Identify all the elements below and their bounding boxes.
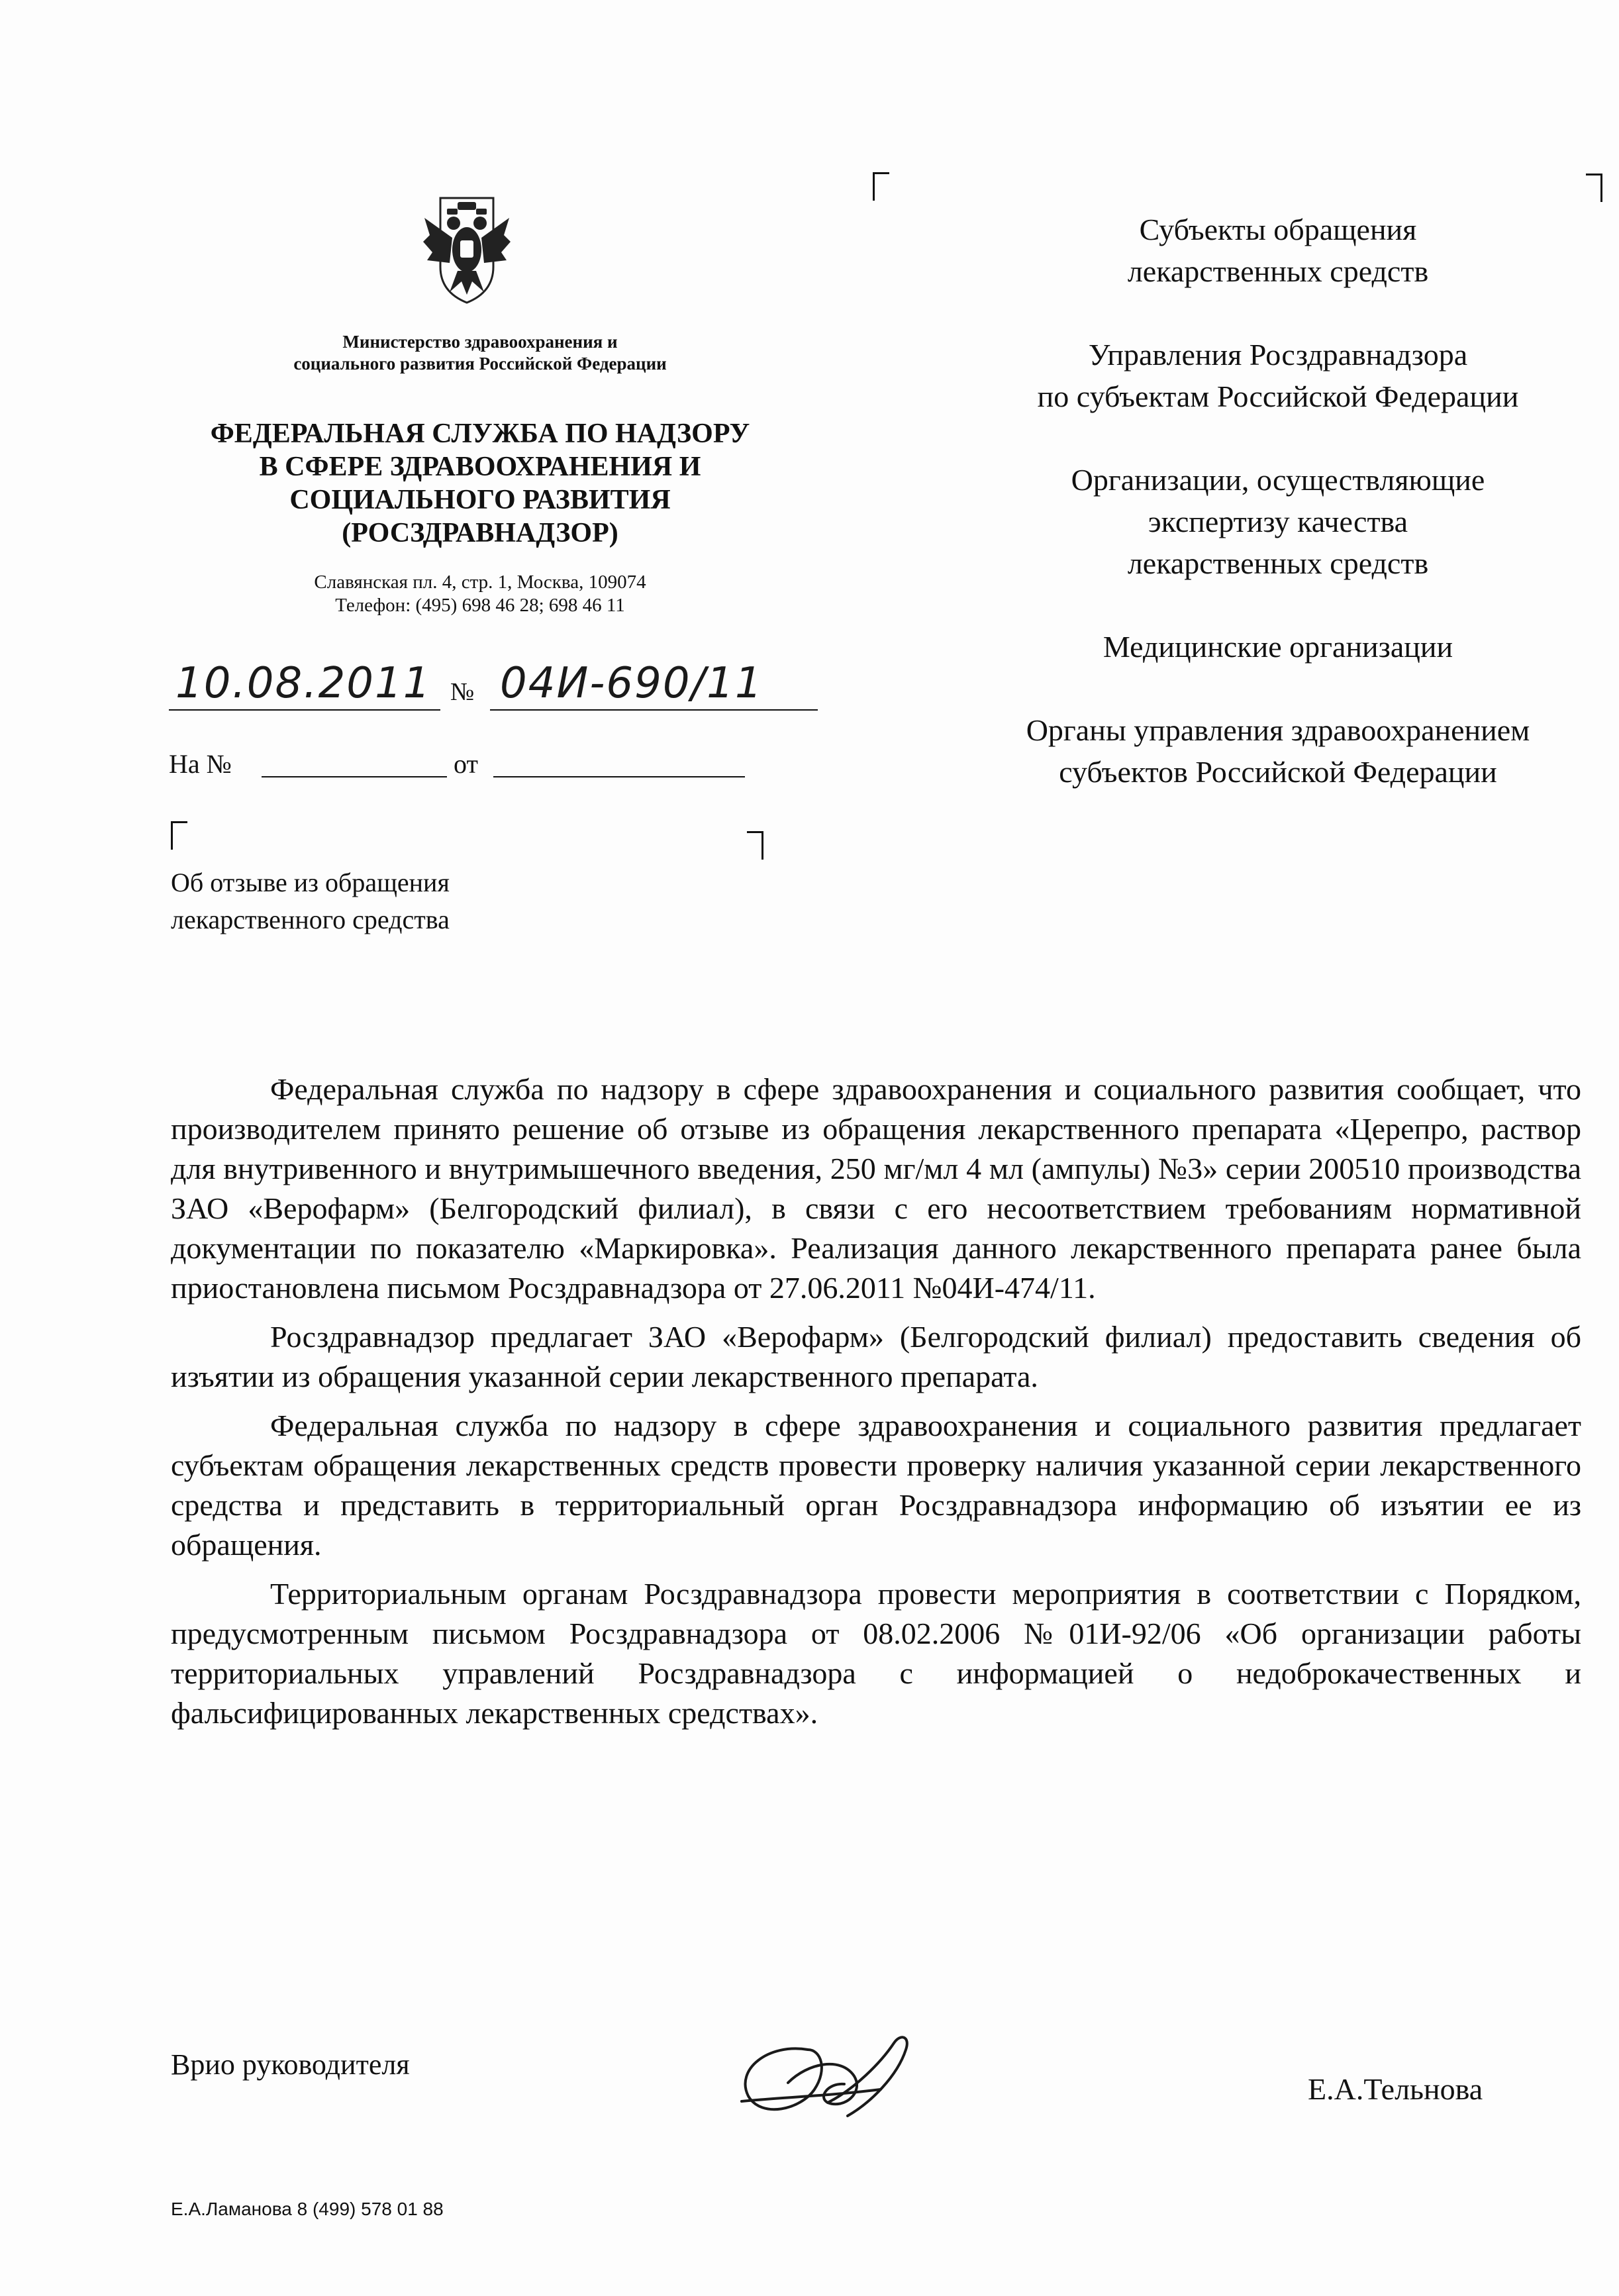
reference-line (169, 748, 765, 788)
body-paragraph: Территориальным органам Росздравнадзора провести мероприятия в соответствии с Порядком, предусмотренным письмом Росздравнадзора от 08.02.2006 №01И-92/06 «Об организации работы территориальных управлений Росздравнадзора с информацией о недоброкачественных и фальсифицированных лекарственных средствах». (171, 1577, 1581, 1730)
addressee: Медицинские организации (1103, 630, 1453, 664)
ref-number-label: На № (169, 749, 232, 779)
signatory-name: Е.А.Тельнова (1308, 2072, 1483, 2106)
registration-date: 10.08.2011 (175, 659, 432, 708)
corner-mark (873, 172, 889, 201)
signatory-title: Врио руководителя (171, 2048, 410, 2081)
corner-mark (1586, 174, 1602, 202)
body-paragraph: Федеральная служба по надзору в сфере здравоохранения и социального развития сообщает, что производителем принято решение об отзыве из обращения лекарственного препарата «Церепро, раствор для внутривенного и внутримышечного введения, 250 мг/мл 4 мл (ампулы) №3» серии 200510 производства ЗАО «Верофарм» (Белгородский филиал), в связи с его несоответствием требованиям нормативной документации по показателю «Маркировка». Реализация данного лекарственного препарата ранее была приостановлена письмом Росздравнадзора от 27.06.2011 №04И-474/11. (171, 1072, 1581, 1305)
letter-subject: Об отзыве из обращения лекарственного средства (171, 868, 450, 934)
addressee: Управления Росздравнадзора по субъектам Российской Федерации (1037, 338, 1519, 413)
addressee: Органы управления здравоохранением субъектов Российской Федерации (1026, 713, 1530, 789)
body-paragraph: Федеральная служба по надзору в сфере здравоохранения и социального развития предлагает субъектам обращения лекарственных средств провести проверку наличия указанной серии лекарственного средства и представить в территориальный орган Росздравнадзора информацию об изъятии ее из обращения. (171, 1409, 1581, 1562)
registration-line (169, 659, 831, 719)
addressee: Субъекты обращения лекарственных средств (1127, 213, 1429, 288)
corner-mark (171, 821, 187, 850)
number-label: № (450, 678, 475, 706)
double-headed-eagle-icon (420, 189, 513, 308)
ministry-name: Министерство здравоохранения и социального развития Российской Федерации (293, 332, 667, 374)
corner-mark (747, 831, 763, 860)
signature-scribble (728, 2023, 920, 2126)
addressee-list (947, 209, 1609, 834)
ref-from-label: от (454, 749, 478, 779)
registration-number: 04И-690/11 (500, 659, 763, 708)
executor-contact: Е.А.Ламанова 8 (499) 578 01 88 (171, 2199, 444, 2219)
letter-body (171, 1070, 1581, 1742)
agency-name: ФЕДЕРАЛЬНАЯ СЛУЖБА ПО НАДЗОРУ В СФЕРЕ ЗДРАВООХРАНЕНИЯ И СОЦИАЛЬНОГО РАЗВИТИЯ (РОСЗДРАВНАДЗОР) (210, 419, 750, 548)
body-paragraph: Росздравнадзор предлагает ЗАО «Верофарм» (Белгородский филиал) предоставить сведения об изъятии из обращения указанной серии лекарственного препарата. (171, 1320, 1581, 1393)
addressee: Организации, осуществляющие экспертизу качества лекарственных средств (1071, 463, 1485, 580)
agency-address: Славянская пл. 4, стр. 1, Москва, 109074 Телефон: (495) 698 46 28; 698 46 11 (314, 572, 646, 616)
